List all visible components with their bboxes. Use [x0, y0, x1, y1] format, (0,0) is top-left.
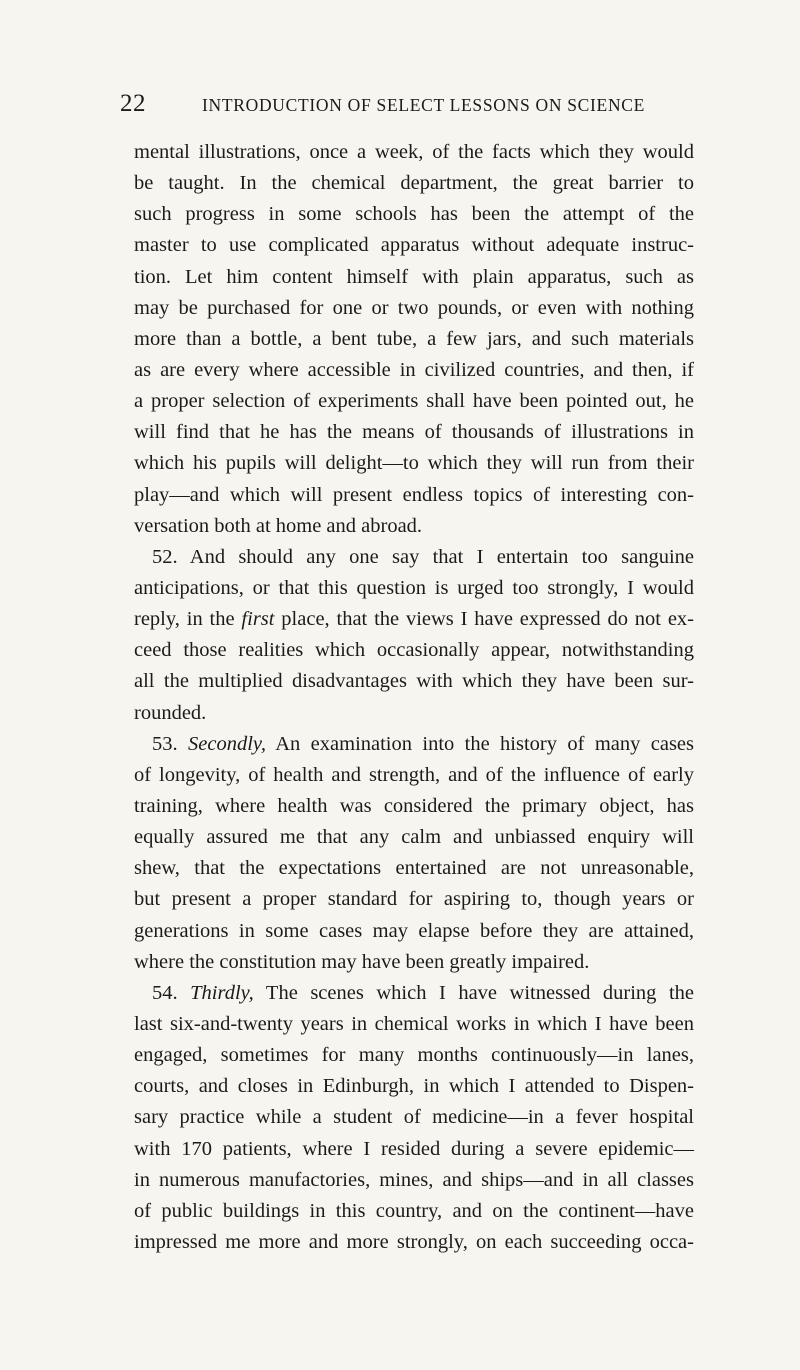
text-line: courts, and closes in Edinburgh, in which I attended to Dispen- [134, 1075, 694, 1098]
page-number: 22 [120, 90, 146, 117]
text-line: anticipations, or that this question is urged too strongly, I would [134, 576, 694, 599]
italic-first: first [241, 608, 275, 631]
text-line: will find that he has the means of thousands of illustrations in [134, 421, 694, 444]
running-head: INTRODUCTION OF SELECT LESSONS ON SCIENCE [202, 95, 646, 115]
text-line: which his pupils will delight—to which they will run from their [134, 452, 694, 475]
text-line: engaged, sometimes for many months continuously—in lanes, [134, 1044, 694, 1067]
text-line: ceed those realities which occasionally appear, notwithstanding [134, 639, 694, 662]
italic-thirdly: Thirdly, [190, 981, 254, 1004]
text-segment: An examination into the history of many cases [266, 732, 694, 755]
text-segment: The scenes which I have witnessed during the [253, 981, 695, 1004]
italic-secondly: Secondly, [188, 732, 266, 755]
text-line: of public buildings in this country, and on the continent—have [134, 1199, 694, 1222]
text-line: master to use complicated apparatus without adequate instruc- [134, 234, 694, 257]
text-line: tion. Let him content himself with plain apparatus, such as [134, 265, 694, 288]
paragraph-53-first-line [134, 729, 694, 760]
text-line: be taught. In the chemical department, the great barrier to [134, 172, 694, 195]
text-line: versation both at home and abroad. [134, 514, 423, 537]
text-line: may be purchased for one or two pounds, or even with nothing [134, 296, 694, 319]
text-line: such progress in some schools has been the attempt of the [134, 203, 694, 226]
text-line: of longevity, of health and strength, and of the influence of early [134, 763, 694, 786]
text-line: generations in some cases may elapse before they are attained, [134, 919, 694, 942]
text-line: in numerous manufactories, mines, and ships—and in all classes [134, 1168, 694, 1191]
text-segment: 54. [152, 981, 191, 1004]
text-line: with 170 patients, where I resided during a severe epidemic— [134, 1137, 694, 1160]
text-line: all the multiplied disadvantages with which they have been sur- [134, 670, 694, 693]
text-segment: place, that the views I have expressed do not ex- [274, 608, 695, 631]
text-line: impressed me more and more strongly, on each succeeding occa- [134, 1230, 694, 1253]
text-line: a proper selection of experiments shall have been pointed out, he [134, 390, 694, 413]
text-line: last six-and-twenty years in chemical works in which I have been [134, 1012, 694, 1035]
paragraph-54-first-line [134, 978, 694, 1009]
text-line: equally assured me that any calm and unbiassed enquiry will [134, 826, 694, 849]
body-text [134, 137, 694, 1258]
text-line: more than a bottle, a bent tube, a few jars, and such materials [134, 327, 694, 350]
paragraph-52-first-line: 52. And should any one say that I entertain too sanguine [152, 545, 694, 568]
text-line: shew, that the expectations entertained are not unreasonable, [134, 857, 694, 880]
text-segment: reply, in the [134, 608, 242, 631]
text-line: training, where health was considered the primary object, has [134, 794, 694, 817]
page-header [120, 89, 690, 123]
text-line: play—and which will present endless topics of interesting con- [134, 483, 694, 506]
text-line: as are every where accessible in civilized countries, and then, if [134, 358, 694, 381]
text-line: where the constitution may have been greatly impaired. [134, 950, 590, 973]
text-line: but present a proper standard for aspiring to, though years or [134, 888, 694, 911]
text-line: sary practice while a student of medicine—in a fever hospital [134, 1106, 694, 1129]
text-line: mental illustrations, once a week, of the facts which they would [134, 141, 694, 163]
text-line [134, 604, 694, 635]
text-line: rounded. [134, 701, 207, 724]
text-segment: 53. [152, 732, 188, 755]
